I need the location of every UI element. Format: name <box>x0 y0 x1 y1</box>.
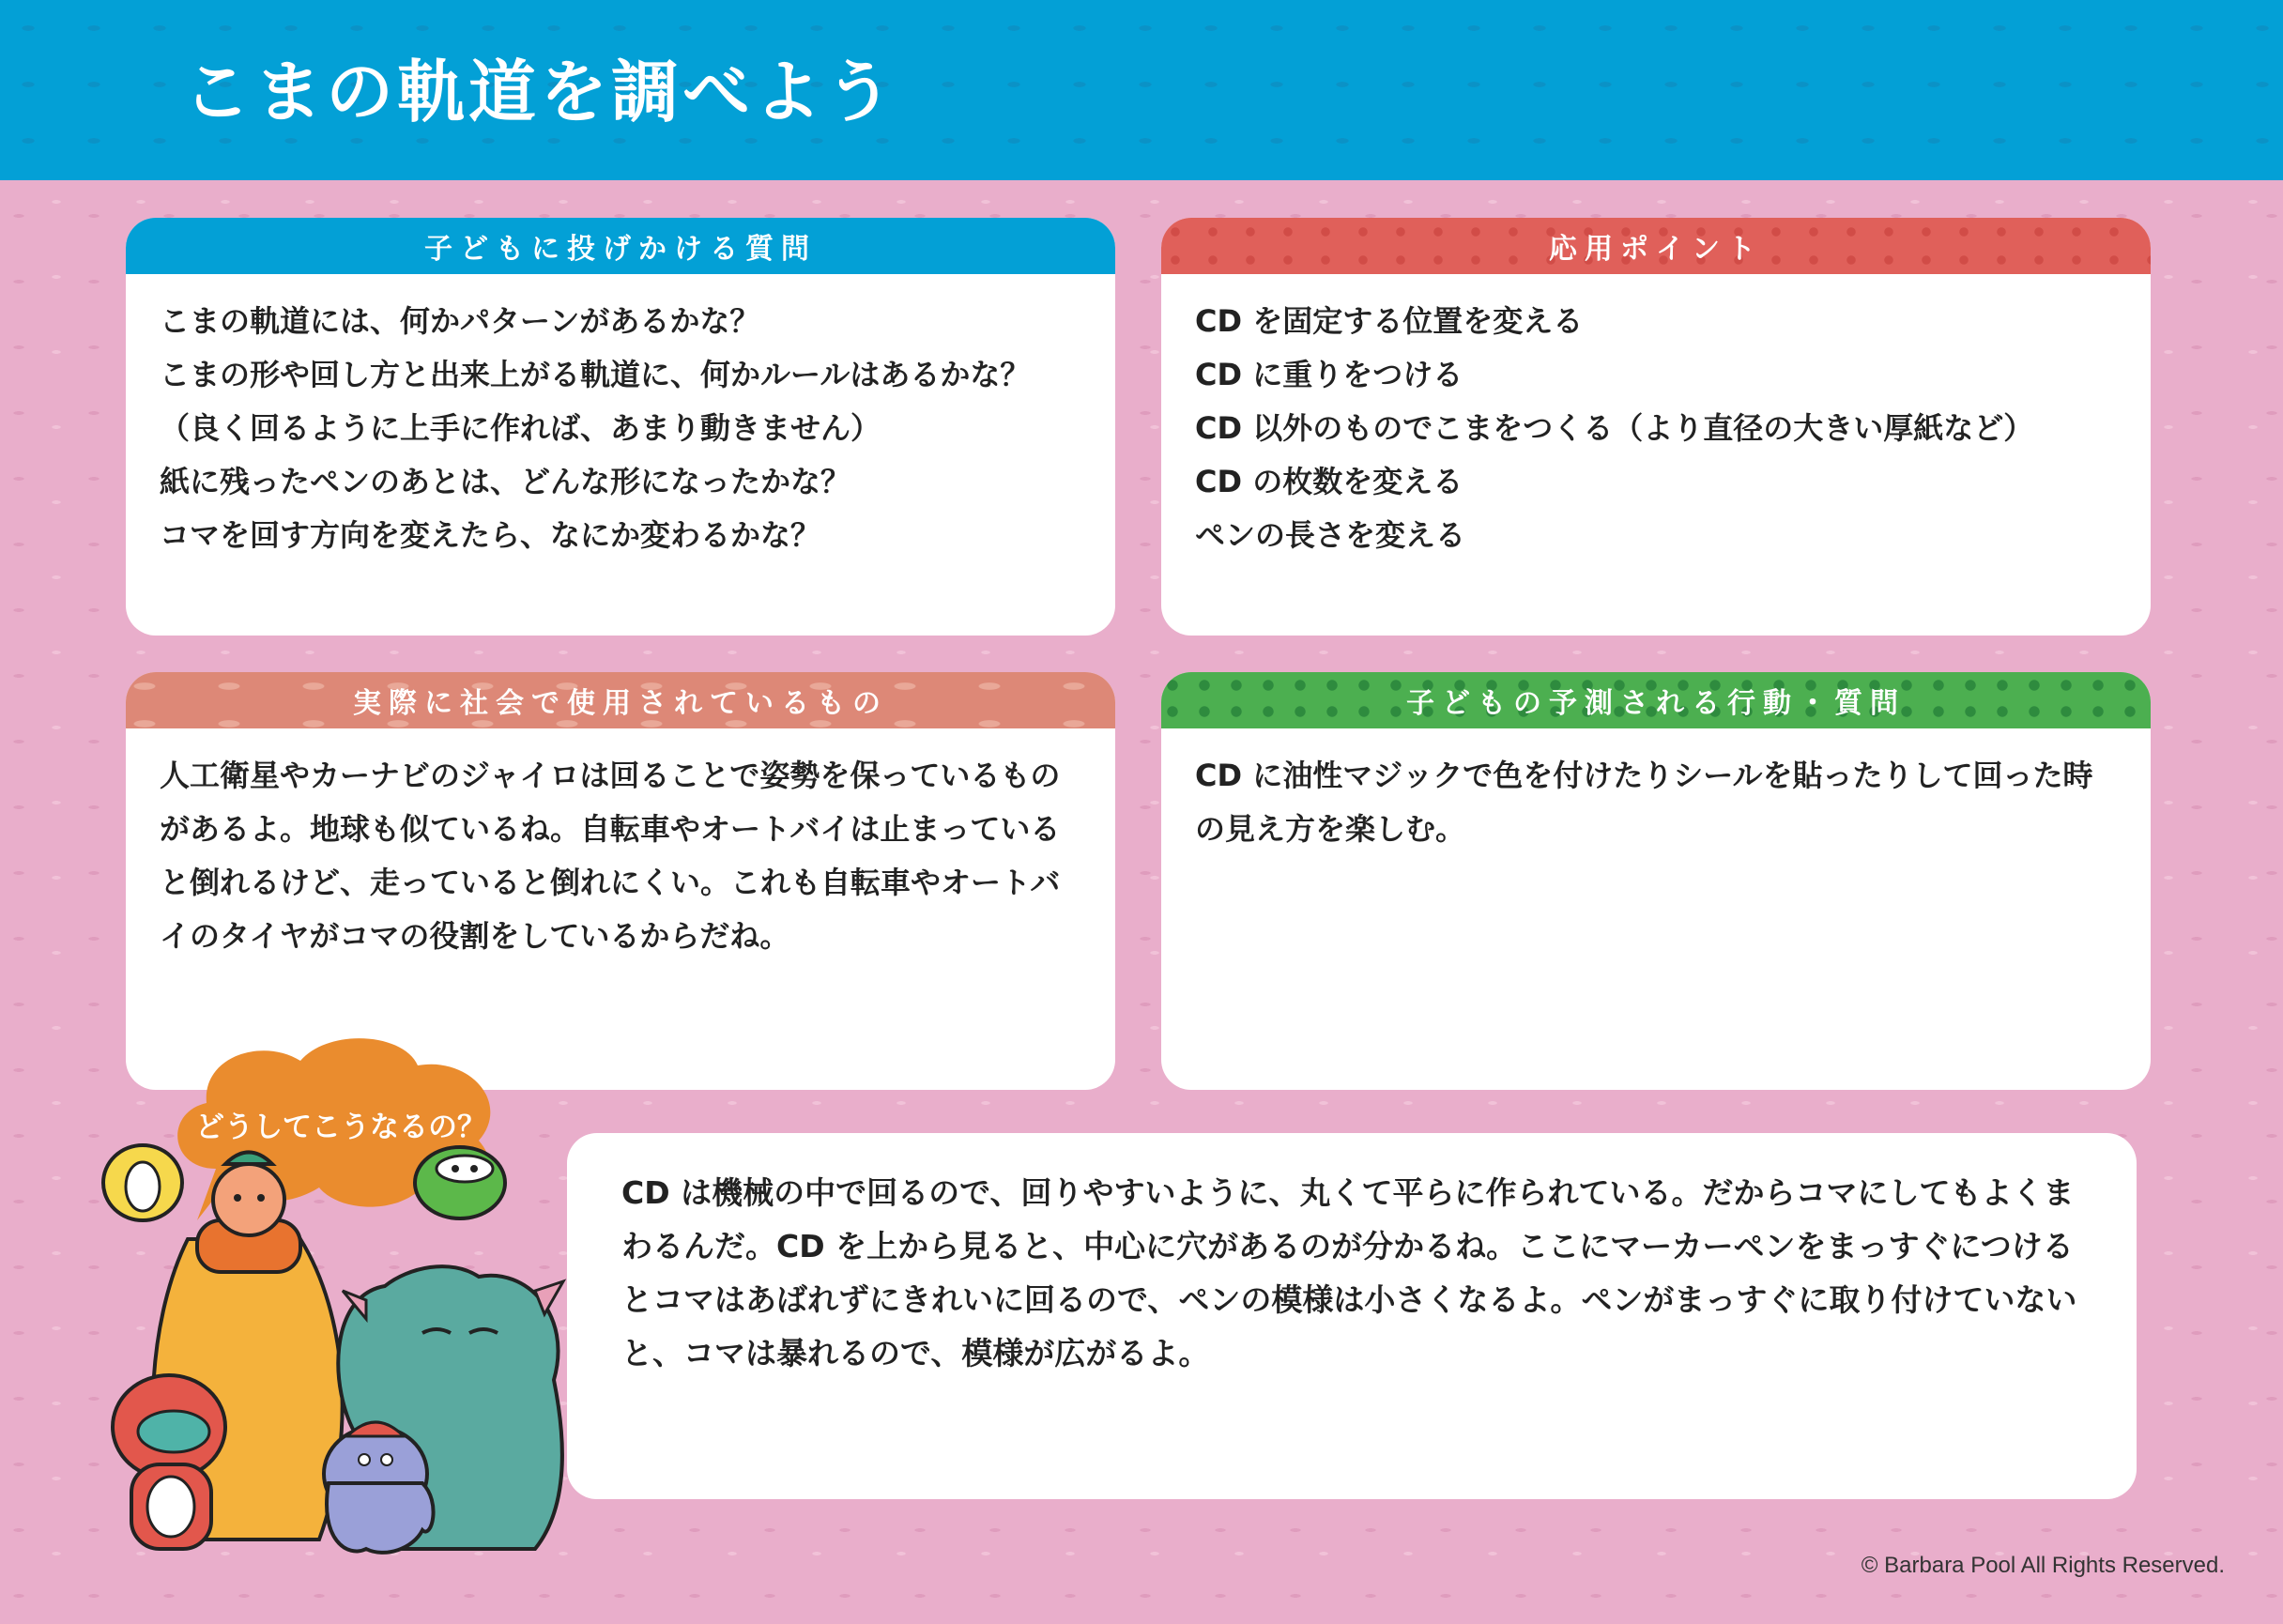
explanation-text: CD は機械の中で回るので、回りやすいように、丸くて平らに作られている。だからコマにしてもよくまわるんだ。CD を上から見ると、中心に穴があるのが分かるね。ここにマーカーペンをまっすぐにつけるとコマはあばれずにきれいに回るので、ペンの模様は小さくなるよ。ペンがまっすぐに取り付けていないと、コマは暴れるので、模様が広がるよ。 <box>621 1174 2077 1371</box>
question-line: （良く回るように上手に作れば、あまり動きません） <box>160 410 881 446</box>
application-line: CD を固定する位置を変える <box>1195 303 1584 339</box>
questions-body <box>126 274 1115 562</box>
applications-body <box>1161 274 2151 562</box>
society-text: 人工衛星やカーナビのジャイロは回ることで姿勢を保っているものがあるよ。地球も似ているね。自転車やオートバイは止まっていると倒れるけど、走っていると倒れにくい。これも自転車やオートバイのタイヤがコマの役割をしているからだね。 <box>160 758 1061 954</box>
question-line: こまの形や回し方と出来上がる軌道に、何かルールはあるかな？ <box>160 357 1031 392</box>
predicted-heading: 子どもの予測される行動・質問 <box>1161 672 2151 728</box>
explanation-card <box>567 1133 2137 1499</box>
bubble-text: どうしてこうなるの？ <box>195 1111 486 1144</box>
question-line: コマを回す方向を変えたら、なにか変わるかな？ <box>160 517 821 553</box>
society-heading: 実際に社会で使用されているもの <box>126 672 1115 728</box>
page-header <box>0 0 2283 180</box>
application-line: ペンの長さを変える <box>1195 517 1466 553</box>
application-line: CD 以外のものでこまをつくる（より直径の大きい厚紙など） <box>1195 410 2034 446</box>
predicted-body <box>1161 728 2151 856</box>
question-line: 紙に残ったペンのあとは、どんな形になったかな？ <box>160 464 851 499</box>
explanation-body <box>567 1133 2137 1380</box>
page-title: こまの軌道を調べよう <box>183 53 897 131</box>
predicted-card <box>1161 672 2151 1090</box>
society-body <box>126 728 1115 963</box>
question-line: こまの軌道には、何かパターンがあるかな？ <box>160 303 760 339</box>
application-line: CD に重りをつける <box>1195 357 1463 392</box>
applications-card <box>1161 218 2151 636</box>
monster-characters-icon <box>84 1126 610 1577</box>
copyright-text: © Barbara Pool All Rights Reserved. <box>1861 1553 2225 1578</box>
questions-card <box>126 218 1115 636</box>
application-line: CD の枚数を変える <box>1195 464 1463 499</box>
applications-heading: 応用ポイント <box>1161 218 2151 274</box>
questions-heading: 子どもに投げかける質問 <box>126 218 1115 274</box>
predicted-text: CD に油性マジックで色を付けたりシールを貼ったりして回った時の見え方を楽しむ。 <box>1195 758 2093 847</box>
